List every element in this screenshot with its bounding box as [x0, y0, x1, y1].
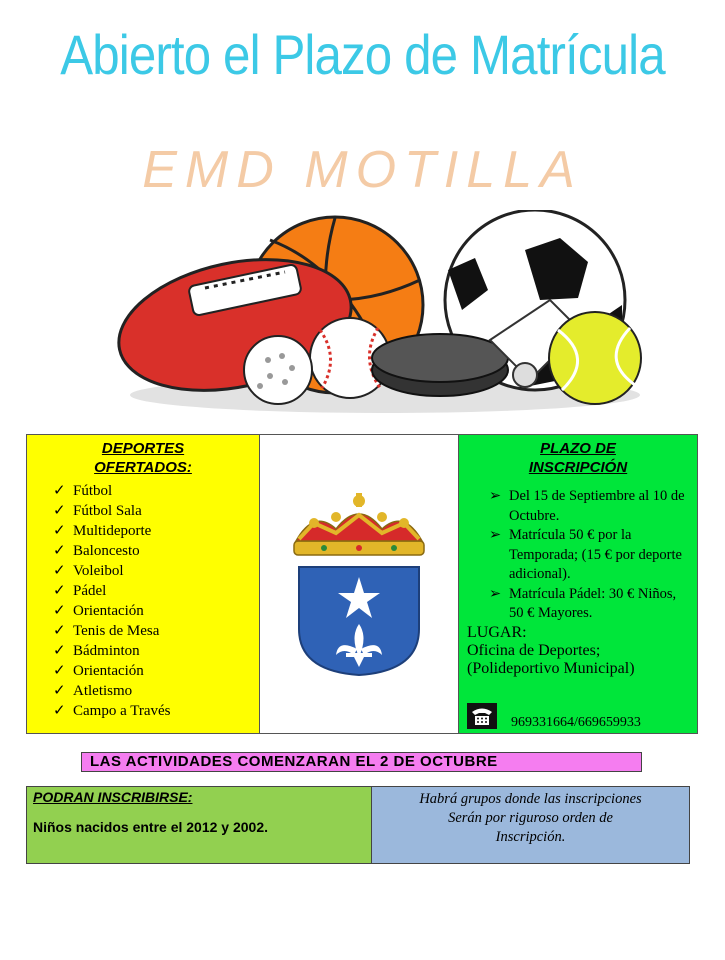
tennis-ball-icon: [549, 312, 641, 404]
list-item: ➢ Matrícula 50 € por la Temporada; (15 € por deporte adicional).: [489, 527, 682, 582]
plazo-panel: [459, 435, 697, 733]
list-item: ✓ Bádminton: [53, 643, 140, 659]
phone-row: [467, 701, 641, 731]
check-icon: ✓: [53, 623, 66, 639]
plazo-list: [489, 487, 689, 624]
check-icon: ✓: [53, 703, 66, 719]
lugar-label: LUGAR:: [467, 623, 527, 641]
check-icon: ✓: [53, 543, 66, 559]
check-icon: ✓: [53, 503, 66, 519]
check-icon: ✓: [53, 583, 66, 599]
page-subtitle: EMD MOTILLA: [142, 141, 583, 199]
lugar-line1: Oficina de Deportes;: [467, 641, 601, 659]
page-title: Abierto el Plazo de Matrícula: [60, 23, 665, 86]
arrow-bullet-icon: ➢: [489, 527, 502, 543]
list-item: ✓ Orientación: [53, 603, 144, 619]
list-item: ✓ Tenis de Mesa: [53, 623, 160, 639]
check-icon: ✓: [53, 663, 66, 679]
groups-note-line1: Habrá grupos donde las inscripciones: [419, 791, 642, 807]
sports-balls-illustration: [110, 210, 660, 420]
coat-of-arms-icon: [274, 489, 444, 679]
sports-heading-line1: DEPORTES: [101, 440, 185, 457]
check-icon: ✓: [53, 523, 66, 539]
list-item: ✓ Campo a Través: [53, 703, 171, 719]
check-icon: ✓: [53, 603, 66, 619]
arrow-bullet-icon: ➢: [489, 488, 502, 504]
check-icon: ✓: [53, 683, 66, 699]
arrow-bullet-icon: ➢: [489, 585, 502, 602]
groups-note-panel: [372, 787, 689, 863]
start-date-banner: LAS ACTIVIDADES COMENZARAN EL 2 DE OCTUBRE: [81, 752, 642, 772]
eligibility-panel: [27, 787, 372, 863]
coat-of-arms-panel: [260, 435, 459, 733]
plazo-heading-line2: INSCRIPCIÓN: [528, 459, 628, 476]
list-item: ➢ Del 15 de Septiembre al 10 de Octubre.: [489, 488, 685, 524]
groups-note-line2: Serán por riguroso orden de: [448, 810, 613, 826]
list-item: ✓ Voleibol: [53, 563, 124, 579]
telephone-icon: [467, 703, 497, 729]
list-item: ✓ Fútbol Sala: [53, 503, 142, 519]
list-item: ✓ Fútbol: [53, 483, 113, 499]
sports-panel: [27, 435, 260, 733]
list-item: ➢ Matrícula Pádel: 30 € Niños, 50 € Mayores.: [489, 585, 677, 621]
sports-heading-line2: OFERTADOS:: [94, 459, 192, 476]
lugar-line2: (Polideportivo Municipal): [467, 659, 635, 677]
list-item: ✓ Orientación: [53, 663, 144, 679]
list-item: ✓ Pádel: [53, 583, 107, 599]
sports-list: [53, 481, 253, 721]
list-item: ✓ Multideporte: [53, 523, 152, 539]
plazo-heading-line1: PLAZO DE: [540, 440, 616, 457]
eligibility-label: PODRAN INSCRIBIRSE:: [33, 789, 193, 805]
eligibility-text: Niños nacidos entre el 2012 y 2002.: [33, 819, 269, 835]
phone-number: 969331664/669659933: [511, 715, 641, 730]
list-item: ✓ Baloncesto: [53, 543, 140, 559]
golf-ball-icon: [244, 336, 312, 404]
list-item: ✓ Atletismo: [53, 683, 133, 699]
check-icon: ✓: [53, 563, 66, 579]
check-icon: ✓: [53, 483, 66, 499]
hockey-puck-icon: [372, 334, 508, 396]
groups-note-line3: Inscripción.: [495, 829, 566, 845]
info-table: [26, 434, 698, 734]
bottom-table: [26, 786, 690, 864]
check-icon: ✓: [53, 643, 66, 659]
